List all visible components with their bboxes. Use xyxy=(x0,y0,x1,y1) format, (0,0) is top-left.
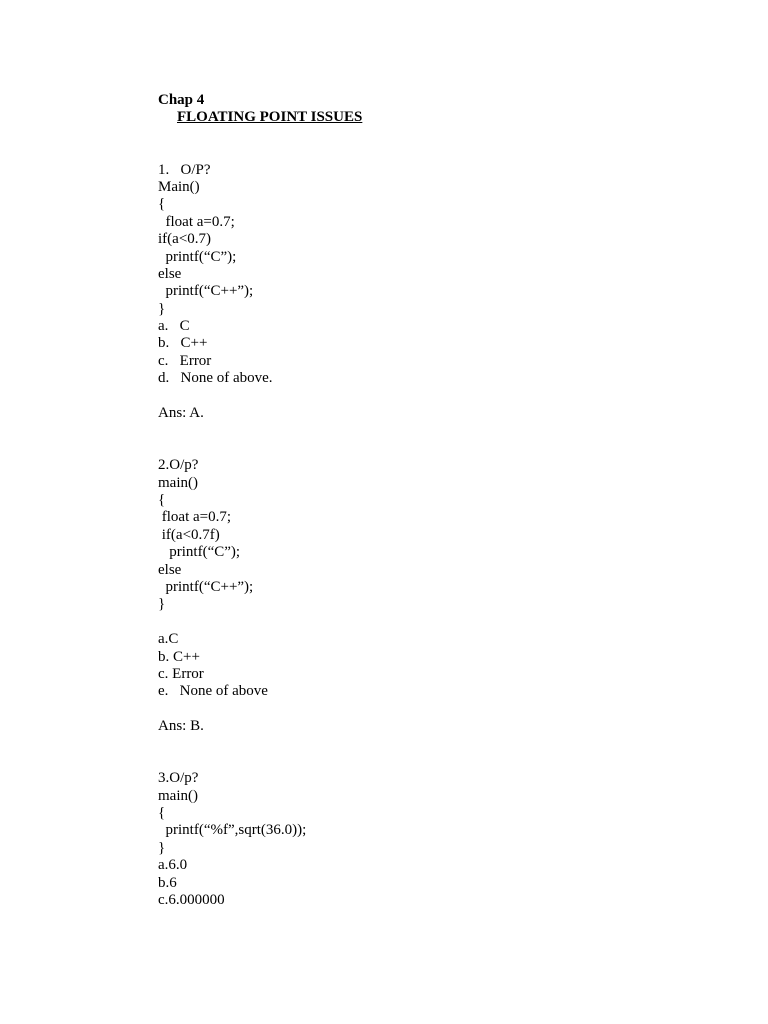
chapter-label: Chap 4 xyxy=(158,92,205,108)
q1-line: Main() xyxy=(158,178,200,195)
q2-option: a.C xyxy=(158,631,179,648)
q1-option: b. C++ xyxy=(158,335,208,352)
q2-line: printf(“C”); xyxy=(158,544,241,561)
q1-option: d. None of above. xyxy=(158,370,273,387)
q1-line: else xyxy=(158,265,182,282)
q2-line: if(a<0.7f) xyxy=(158,526,220,543)
spacer xyxy=(158,735,718,770)
q2-line: 2.O/p? xyxy=(158,457,199,474)
q2-option: c. Error xyxy=(158,665,204,682)
q2-line: main() xyxy=(158,474,198,491)
spacer xyxy=(158,422,718,457)
q2-line: { xyxy=(158,492,166,509)
q2-line: } xyxy=(158,596,166,613)
q1-line: printf(“C”); xyxy=(158,248,237,265)
q2-line: else xyxy=(158,561,182,578)
q3-line: } xyxy=(158,839,166,856)
spacer xyxy=(158,701,718,718)
question-1 xyxy=(158,162,718,423)
q1-line: { xyxy=(158,196,166,213)
q2-option: b. C++ xyxy=(158,648,200,665)
q1-line: } xyxy=(158,300,166,317)
q1-option: c. Error xyxy=(158,352,212,369)
q3-line: main() xyxy=(158,787,198,804)
document-page xyxy=(158,92,718,909)
q2-line: printf(“C++”); xyxy=(158,578,254,595)
spacer xyxy=(158,127,718,162)
q3-option: c.6.000000 xyxy=(158,892,225,909)
q1-line: if(a<0.7) xyxy=(158,231,212,248)
question-2 xyxy=(158,457,718,735)
q3-line: { xyxy=(158,805,166,822)
q1-line: 1. O/P? xyxy=(158,161,211,178)
question-3 xyxy=(158,770,718,909)
q2-answer: Ans: B. xyxy=(158,718,204,735)
q2-line: float a=0.7; xyxy=(158,509,232,526)
q3-line: 3.O/p? xyxy=(158,770,199,787)
q3-option: a.6.0 xyxy=(158,857,188,874)
q2-option: e. None of above xyxy=(158,683,268,700)
spacer xyxy=(158,388,718,405)
q1-option: a. C xyxy=(158,318,190,335)
q1-line: printf(“C++”); xyxy=(158,283,254,300)
chapter-title: FLOATING POINT ISSUES xyxy=(177,109,363,126)
q3-option: b.6 xyxy=(158,874,177,891)
spacer xyxy=(158,614,718,631)
q1-line: float a=0.7; xyxy=(158,213,235,230)
q3-line: printf(“%f”,sqrt(36.0)); xyxy=(158,822,307,839)
q1-answer: Ans: A. xyxy=(158,405,204,422)
